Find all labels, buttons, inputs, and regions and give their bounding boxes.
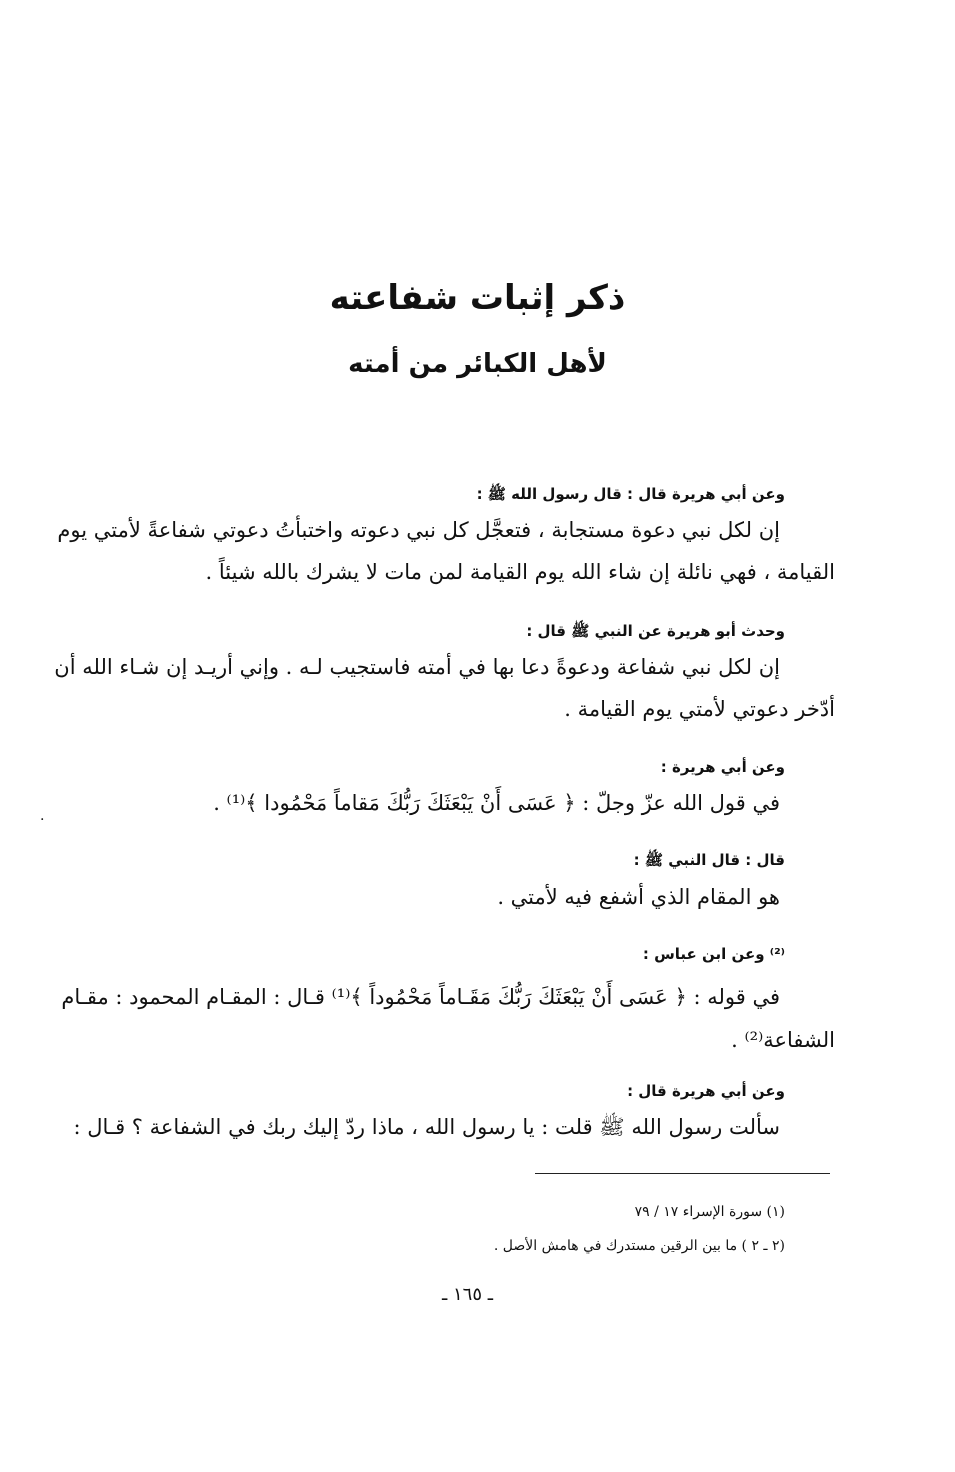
hadith-intro-5: ⁽²⁾ وعن ابن عباس : — [642, 945, 785, 963]
hadith-line-6-1: سألت رسول الله ﷺ قلت : يا رسول الله ، ماذا ردّ إليك ربك في الشفاعة ؟ قـال : — [73, 1115, 780, 1139]
hadith-line-5-1: في قوله : ﴿ عَسَى أَنْ يَبْعَثَكَ رَبُّكَ مَقَـاماً مَحْمُوداً ﴾⁽¹⁾ قـال : المقـام المحمود : مقـام — [61, 985, 780, 1009]
hadith-intro-1: وعن أبي هريرة قال : قال رسول الله ﷺ : — [476, 485, 785, 503]
hadith-intro-2: وحدث أبو هريرة عن النبي ﷺ قال : — [526, 622, 785, 640]
hadith-line-3-1: في قول الله عزّ وجلّ : ﴿ عَسَى أَنْ يَبْعَثَكَ رَبُّكَ مَقاماً مَحْمُودا ﴾⁽¹⁾ . — [213, 791, 780, 815]
hadith-line-2-2: أدّخر دعوتي لأمتي يوم القيامة . — [564, 697, 835, 721]
hadith-line-4-1: هو المقام الذي أشفع فيه لأمتي . — [497, 885, 780, 909]
hadith-line-5-2: الشفاعة⁽²⁾ . — [731, 1028, 835, 1052]
hadith-line-1-1: إن لكل نبي دعوة مستجابة ، فتعجَّل كل نبي دعوته واختبأتُ دعوتي شفاعةً لأمتي يوم — [57, 518, 780, 542]
hadith-intro-4: قال : قال النبي ﷺ : — [633, 851, 785, 869]
stray-mark: . — [40, 808, 45, 824]
footnote-divider — [535, 1173, 830, 1174]
hadith-intro-6: وعن أبي هريرة قال : — [627, 1082, 785, 1100]
footnote-1: (١) سورة الإسراء ١٧ / ٧٩ — [634, 1204, 785, 1220]
page-subtitle: لأهل الكبائر من أمته — [348, 349, 607, 379]
footnote-2: (٢ ـ ٢ ) ما بين الرقين مستدرك في هامش الأصل . — [493, 1238, 785, 1254]
hadith-intro-3: وعن أبي هريرة : — [660, 758, 785, 776]
page-number: ـ ١٦٥ ـ — [441, 1284, 493, 1305]
hadith-line-1-2: القيامة ، فهي نائلة إن شاء الله يوم القيامة لمن مات لا يشرك بالله شيئاً . — [205, 560, 835, 584]
page-title: ذكر إثبات شفاعته — [329, 278, 626, 318]
hadith-line-2-1: إن لكل نبي شفاعة ودعوةً دعا بها في أمته فاستجيب لـه . وإني أريـد إن شـاء الله أن — [54, 655, 780, 679]
